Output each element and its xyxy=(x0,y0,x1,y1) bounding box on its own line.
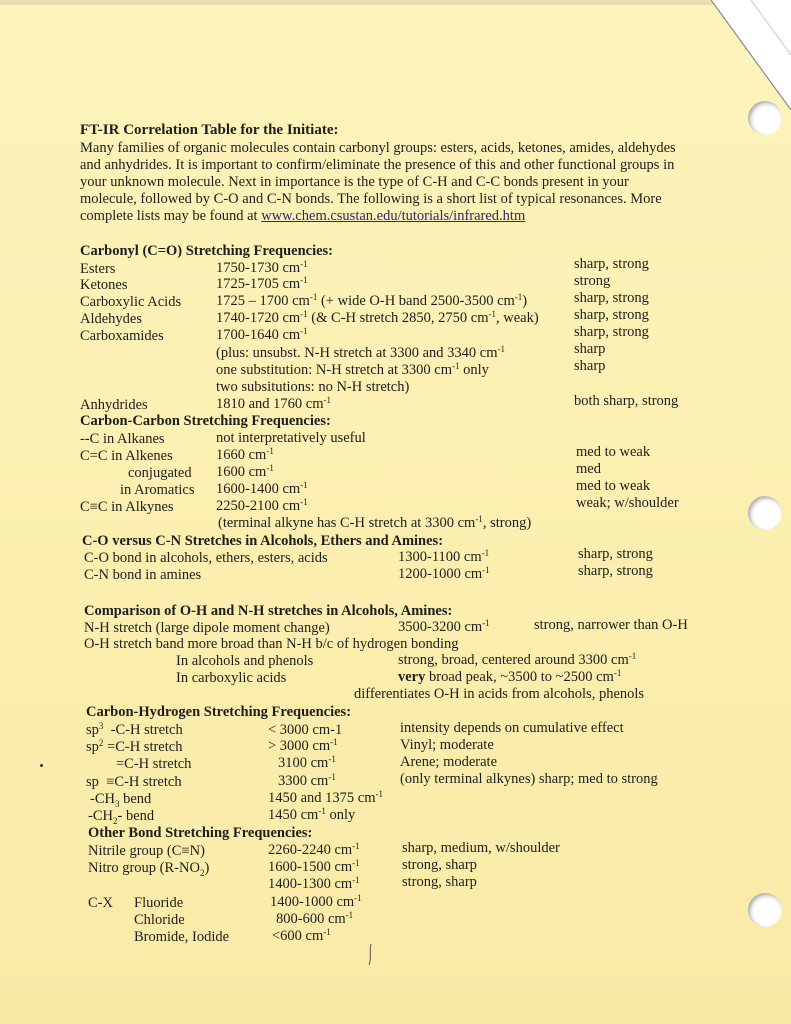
cn-desc: sharp, strong xyxy=(578,563,653,579)
differentiates-note: differentiates O-H in acids from alcohols, phenols xyxy=(354,686,645,702)
cn-range: 1200-1000 $cm^{-1}$ xyxy=(398,565,490,582)
carbon-carbon-heading: Carbon-Carbon Stretching Frequencies: xyxy=(80,413,331,429)
ch-sp2-name: $sp^2 =C-H$ stretch xyxy=(86,738,183,755)
ch-arene-range: 3100 $cm^{-1}$ xyxy=(278,754,336,771)
co-cn-heading: C-O versus C-N Stretches in Alcohols, Ethers and Amines: xyxy=(82,533,444,549)
intro-line-5: complete lists may be found at www.chem.csustan.edu/tutorials/infrared.htm xyxy=(80,208,526,224)
carbonyl-name-aldehydes: Aldehydes xyxy=(80,311,143,327)
cc-range-aromatics: 1600-1400 $cm^{-1}$ xyxy=(216,480,308,497)
reference-link[interactable]: www.chem.csustan.edu/tutorials/infrared.htm xyxy=(261,208,526,224)
pencil-mark xyxy=(366,943,374,967)
halide-fluoride-range: 1400-1000 $cm^{-1}$ xyxy=(270,893,362,910)
carbonyl-range-acids: 1725 – 1700 $cm^{-1}$ (+ wide O-H band 2500-3500 $cm^{-1}$) xyxy=(216,292,528,309)
co-range: 1300-1100 $cm^{-1}$ xyxy=(398,548,490,565)
other-bonds-heading: Other Bond Stretching Frequencies: xyxy=(88,825,313,841)
scan-speck xyxy=(40,764,43,767)
carbonyl-heading: Carbonyl (C=O) Stretching Frequencies: xyxy=(80,243,333,259)
carbonyl-desc-esters: sharp, strong xyxy=(574,256,649,272)
nh-stretch-name: N-H stretch (large dipole moment change) xyxy=(84,620,330,636)
carbonyl-name-anhydrides: Anhydrides xyxy=(80,397,148,413)
halide-chloride-range: 800-600 $cm^{-1}$ xyxy=(276,910,354,927)
ch-sp-name: sp ≡C-H stretch xyxy=(86,774,182,790)
carbonyl-range-esters: 1750-1730 $cm^{-1}$ xyxy=(216,259,308,276)
amide-desc-unsubst: sharp xyxy=(574,341,606,357)
ch-sp-range: 3300 $cm^{-1}$ xyxy=(278,772,336,789)
nitrile-name: Nitrile group (C≡N) xyxy=(88,843,205,859)
punch-hole-top xyxy=(748,101,782,135)
intro-line-2: and anhydrides. It is important to confirm/eliminate the presence of this and other functional groups in xyxy=(80,157,675,173)
carbonyl-name-ketones: Ketones xyxy=(80,277,128,293)
nh-stretch-range: 3500-3200 $cm^{-1}$ xyxy=(398,618,490,635)
carbonyl-name-acids: Carboxylic Acids xyxy=(80,294,182,310)
cc-range-conjugated: 1600 $cm^{-1}$ xyxy=(216,463,274,480)
nitro-desc-1: strong, sharp xyxy=(402,857,477,873)
intro-line-3: your unknown molecule. Next in importance is the type of C-H and C-C bonds present in your xyxy=(80,174,629,190)
nitro-desc-2: strong, sharp xyxy=(402,874,477,890)
ch3-bend-range: 1450 and 1375 $cm^{-1}$ xyxy=(268,789,384,806)
cc-name-alkanes: --C in Alkanes xyxy=(80,431,165,447)
carbonyl-desc-anhydrides: both sharp, strong xyxy=(574,393,679,409)
amide-note-one-sub: one substitution: N-H stretch at 3300 $cm^{-1}$ only xyxy=(216,361,489,378)
intro-line-4: molecule, followed by C-O and C-N bonds. The following is a short list of typical resonances. More xyxy=(80,191,662,207)
cc-name-alkenes: C=C in Alkenes xyxy=(80,448,173,464)
halide-bromide-name: Bromide, Iodide xyxy=(134,929,230,945)
co-desc: sharp, strong xyxy=(578,546,653,562)
amide-note-two-sub: two subsitutions: no N-H stretch) xyxy=(216,379,410,395)
carbon-hydrogen-heading: Carbon-Hydrogen Stretching Frequencies: xyxy=(86,704,352,720)
cc-range-alkenes: 1660 $cm^{-1}$ xyxy=(216,446,274,463)
amide-note-unsubst: (plus: unsubst. N-H stretch at 3300 and 3340 $cm^{-1}$ xyxy=(216,344,506,361)
nh-stretch-desc: strong, narrower than O-H xyxy=(534,617,688,633)
acids-label: In carboxylic acids xyxy=(176,670,287,686)
ch-sp-desc: (only terminal alkynes) sharp; med to strong xyxy=(400,771,658,787)
ch-sp2-desc: Vinyl; moderate xyxy=(400,737,494,753)
carbonyl-desc-carboxamides: sharp, strong xyxy=(574,324,649,340)
punch-hole-bottom xyxy=(748,893,782,927)
oh-stretch-line: O-H stretch band more broad than N-H b/c of hydrogen bonding xyxy=(84,636,459,652)
carbonyl-name-esters: Esters xyxy=(80,261,116,277)
ch2-bend-range: 1450 $cm^{-1}$ only xyxy=(268,806,356,823)
nitrile-range: 2260-2240 $cm^{-1}$ xyxy=(268,841,360,858)
nitrile-desc: sharp, medium, w/shoulder xyxy=(402,840,560,856)
cn-name: C-N bond in amines xyxy=(84,567,202,583)
ch-arene-desc: Arene; moderate xyxy=(400,754,498,770)
cc-name-aromatics: in Aromatics xyxy=(120,482,195,498)
page-title: FT-IR Correlation Table for the Initiate: xyxy=(80,122,339,138)
carbonyl-range-anhydrides: 1810 and 1760 $cm^{-1}$ xyxy=(216,395,332,412)
carbonyl-name-carboxamides: Carboxamides xyxy=(80,328,164,344)
co-name: C-O bond in alcohols, ethers, esters, acids xyxy=(84,550,328,566)
amide-desc-one-sub: sharp xyxy=(574,358,606,374)
nitro-range-1: 1600-1500 $cm^{-1}$ xyxy=(268,858,360,875)
alkyne-terminal-note: (terminal alkyne has C-H stretch at 3300 $cm^{-1}$, strong) xyxy=(218,514,532,531)
ch-sp3-desc: intensity depends on cumulative effect xyxy=(400,720,624,736)
ch2-bend-name: $-CH_2-$ bend xyxy=(88,808,155,826)
cx-label: C-X xyxy=(88,895,113,911)
scan-top-edge xyxy=(0,0,791,5)
carbonyl-range-ketones: 1725-1705 $cm^{-1}$ xyxy=(216,275,308,292)
halide-chloride-name: Chloride xyxy=(134,912,185,928)
ch-arene-name: =C-H stretch xyxy=(116,756,192,772)
nitro-name: Nitro group $(R-NO_2)$ xyxy=(88,860,210,878)
halide-bromide-range: <600 $cm^{-1}$ xyxy=(272,927,331,944)
ch-sp3-name: $sp^3$ -C-H stretch xyxy=(86,721,183,738)
page-corner-fold xyxy=(711,0,791,110)
carbonyl-range-carboxamides: 1700-1640 $cm^{-1}$ xyxy=(216,326,308,343)
cc-desc-alkynes: weak; w/shoulder xyxy=(576,495,679,511)
ch3-bend-name: $-CH_3$ bend xyxy=(90,791,152,809)
punch-hole-middle xyxy=(748,496,782,530)
cc-name-alkynes: C≡C in Alkynes xyxy=(80,499,174,515)
alcohols-label: In alcohols and phenols xyxy=(176,653,314,669)
cc-desc-aromatics: med to weak xyxy=(576,478,651,494)
cc-desc-alkenes: med to weak xyxy=(576,444,651,460)
carbonyl-range-aldehydes: 1740-1720 $cm^{-1}$ (& C-H stretch 2850, 2750 $cm^{-1}$, weak) xyxy=(216,309,539,326)
cc-range-alkanes: not interpretatively useful xyxy=(216,430,366,446)
carbonyl-desc-acids: sharp, strong xyxy=(574,290,649,306)
alcohols-desc: strong, broad, centered around 3300 $cm^{-1}$ xyxy=(398,651,637,668)
oh-nh-heading: Comparison of O-H and N-H stretches in Alcohols, Amines: xyxy=(84,603,453,619)
cc-range-alkynes: 2250-2100 $cm^{-1}$ xyxy=(216,497,308,514)
halide-fluoride-name: Fluoride xyxy=(134,895,184,911)
acids-desc: very broad peak, ~3500 to ~2500 $cm^{-1}$ xyxy=(398,668,622,685)
ch-sp2-range: > 3000 $cm^{-1}$ xyxy=(268,737,338,754)
intro-line-1: Many families of organic molecules contain carbonyl groups: esters, acids, ketones, amides, aldehydes xyxy=(80,140,676,156)
cc-desc-conjugated: med xyxy=(576,461,601,477)
ch-sp3-range: < 3000 cm-1 xyxy=(268,722,343,738)
nitro-range-2: 1400-1300 $cm^{-1}$ xyxy=(268,875,360,892)
carbonyl-desc-ketones: strong xyxy=(574,273,611,289)
carbonyl-desc-aldehydes: sharp, strong xyxy=(574,307,649,323)
cc-name-conjugated: conjugated xyxy=(128,465,192,481)
